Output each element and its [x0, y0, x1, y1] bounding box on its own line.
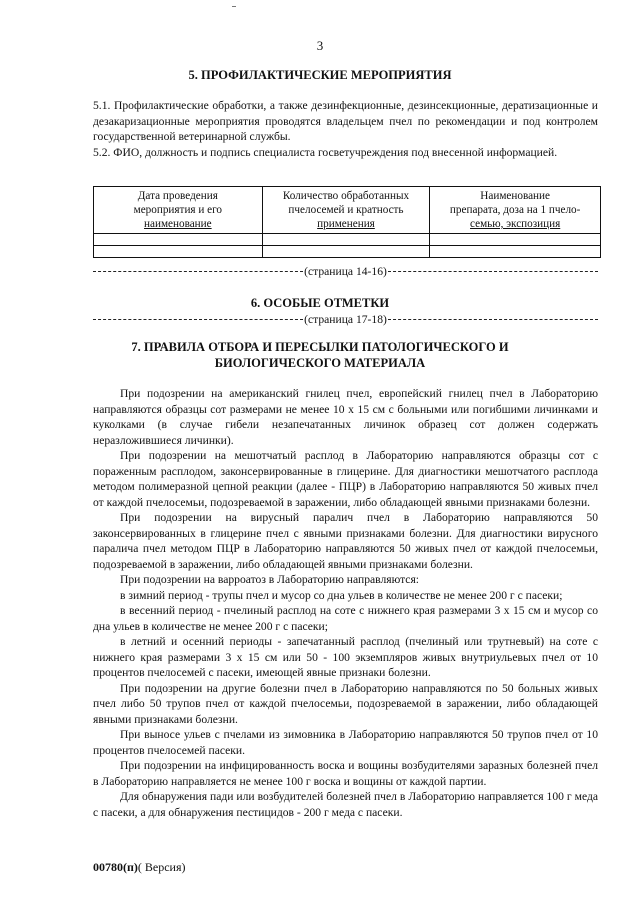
paragraph: При подозрении на варроатоз в Лабораторию направляются: [120, 573, 420, 586]
table-header-preparation: Наименование препарата, доза на 1 пчело- семью, экспозиция [430, 187, 601, 234]
pages-note-17-18: (страница 17-18) [93, 313, 598, 326]
pages-note-14-16: (страница 14-16) [93, 265, 598, 278]
paragraph: в весенний период - пчелиный расплод на соте с нижнего края размерами 3 х 15 см и мусор со дна ульев в количестве не менее 200 г с пасеки; [93, 604, 598, 633]
paragraph-5-2: 5.2. ФИО, должность и подпись специалиста госветучреждения под внесенной информацией. [93, 145, 558, 159]
paragraph: в зимний период - трупы пчел и мусор со дна ульев в количестве не менее 200 г с пасеки; [120, 588, 563, 602]
section-5-title: 5. ПРОФИЛАКТИЧЕСКИЕ МЕРОПРИЯТИЯ [188, 68, 452, 82]
paragraph: При подозрении на вирусный паралич пчел в Лабораторию направляются 50 законсервированных в глицерине пчел с явными признаками болезни. Для диагностики вирусного паралича пчел методом ПЦР в Лабораторию направляются 50 живых пчел от каждой пчелосемьи, подозреваемой в заражении, либо обладающей явными признаками болезни. [93, 511, 598, 571]
document-version: ( Версия) [137, 860, 186, 874]
table-header-row [94, 187, 601, 234]
table-header-quantity: Количество обработанных пчелосемей и кратность применения [262, 187, 430, 234]
paragraph: Для обнаружения пади или возбудителей болезней пчел в Лабораторию направляется 100 г меда с пасеки, а для обнаружения пестицидов - 200 г меда с пасеки. [93, 790, 598, 819]
section-7-title: 7. ПРАВИЛА ОТБОРА И ПЕРЕСЫЛКИ ПАТОЛОГИЧЕСКОГО И БИОЛОГИЧЕСКОГО МАТЕРИАЛА [131, 340, 509, 370]
section-5-text [93, 98, 598, 160]
section-7-text [93, 386, 598, 820]
paragraph: При подозрении на инфицированность воска и вощины возбудителями заразных болезней пчел в Лабораторию направляется не менее 100 г воска и вощины от каждой партии. [93, 759, 598, 788]
table-header-date: Дата проведения мероприятия и его наименование [94, 187, 263, 234]
section-6-title: 6. ОСОБЫЕ ОТМЕТКИ [250, 296, 390, 310]
preventive-measures-table [93, 186, 601, 258]
paragraph: При выносе ульев с пчелами из зимовника в Лабораторию направляются 50 трупов пчел от 10 процентов пчелосемей пасеки. [93, 728, 598, 757]
paragraph: При подозрении на другие болезни пчел в Лабораторию направляются по 50 больных живых пчел либо 50 трупов пчел от каждой пчелосемьи, подозреваемой в заражении, либо обладающей явными признаками болезни. [93, 681, 598, 726]
paragraph: в летний и осенний периоды - запечатанный расплод (пчелиный или трутневый) на соте с нижнего края размерами 3 х 15 см или 50 - 100 экземпляров живых внутриульевых пчел от 10 процентов пчелосемей с пасеки, имеющей явные признаки болезни. [93, 635, 598, 679]
paragraph-5-1: 5.1. Профилактические обработки, а также дезинфекционные, дезинсекционные, дератизационные и дезакаризационные мероприятия проводятся владельцем пчел по рекомендации и под контролем государственной ветеринарной службы. [93, 99, 598, 143]
document-code: 00780(п) [93, 860, 138, 874]
scan-speck [232, 6, 236, 7]
document-footer [93, 860, 186, 875]
page-number: 3 [316, 38, 324, 53]
table-row [94, 246, 601, 258]
paragraph: При подозрении на американский гнилец пчел, европейский гнилец пчел в Лабораторию направляются образцы сот размерами не менее 10 х 15 см с больными или погибшими личинками и куколками (в случае гибели незапечатанных личинок образец сот должен содержать неразложившиеся личинки). [93, 387, 598, 447]
table-row [94, 234, 601, 246]
paragraph: При подозрении на мешотчатый расплод в Лабораторию направляются образцы сот с пораженным расплодом, законсервированные в глицерине. Для диагностики мешотчатого расплода методом полимеразной цепной реакции (далее - ПЦР) в Лабораторию направляются 50 живых пчел от каждой пчелосемьи, подозреваемой в заражении, либо обладающей явными признаками болезни. [93, 449, 598, 509]
